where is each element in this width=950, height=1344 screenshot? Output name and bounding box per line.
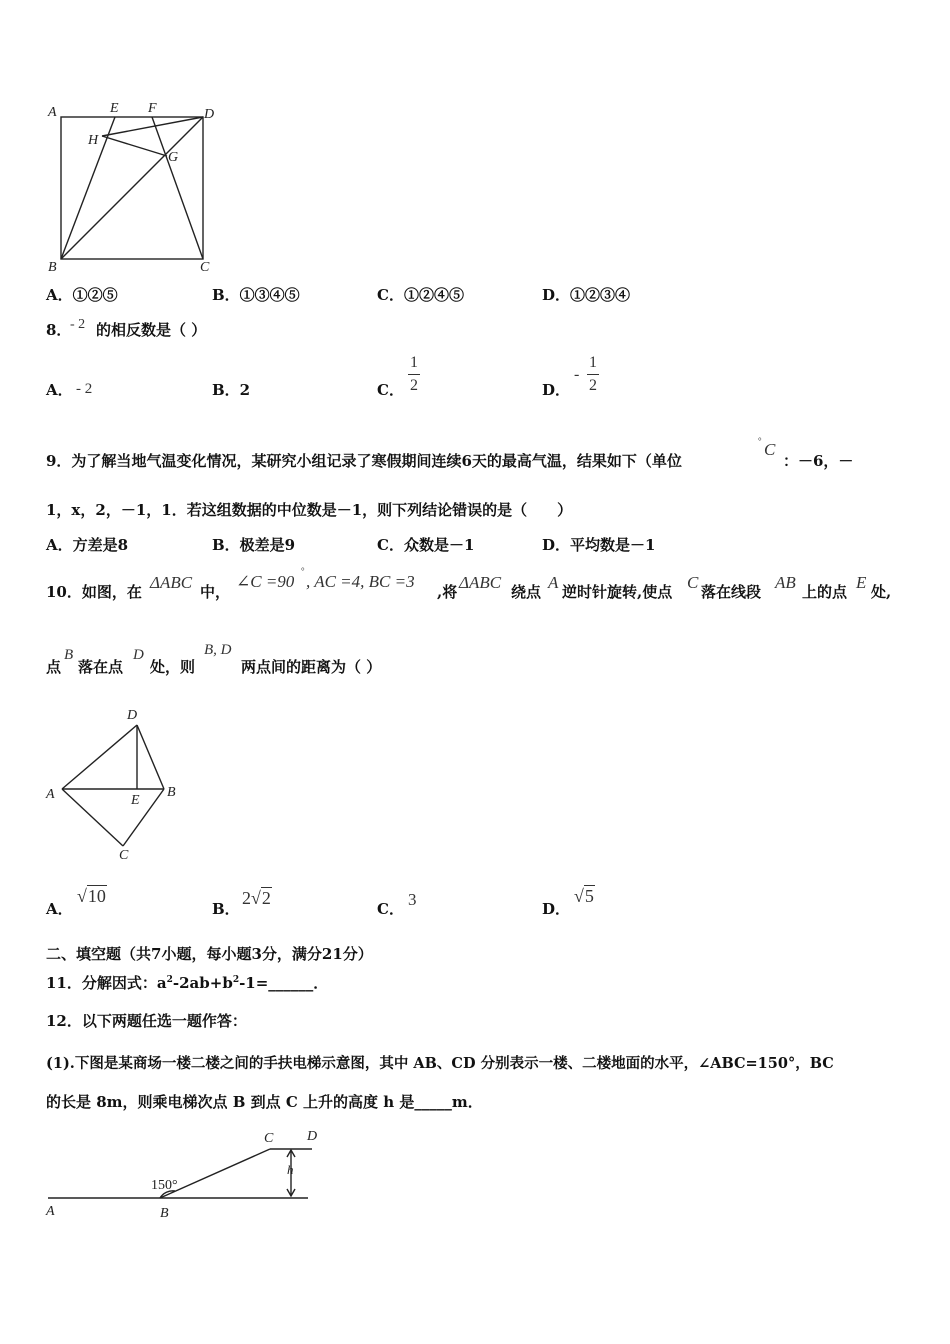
q10-line2-text-1: 点 (46, 658, 62, 676)
q10-point-c: C (687, 573, 699, 592)
q10-points-bd: B, D (204, 642, 232, 658)
q10-point-a: A (548, 573, 559, 592)
q10-figure (40, 700, 190, 863)
q11-text (46, 970, 328, 993)
q9-option-d: D．平均数是－1 (542, 536, 656, 554)
q7-label-f: F (148, 101, 157, 116)
q7-label-h: H (88, 133, 99, 148)
q9-option-b: B．极差是9 (212, 536, 296, 554)
q7-label-e: E (110, 101, 119, 116)
q7-option-d: D．①②③④ (542, 286, 631, 304)
q10-text-1: 10．如图，在 (46, 583, 142, 601)
q10-line2-text-3: 处，则 (150, 658, 196, 676)
q10-option-b-sqrt: 2√2 (242, 888, 271, 908)
q10-option-a-radicand: 10 (87, 886, 106, 906)
q8-option-c-denominator: 2 (410, 377, 418, 394)
q10-segment-cb (123, 789, 164, 846)
q10-triangle-abc: ΔABC (150, 573, 193, 592)
section2-title: 二、填空题（共7小题，每小题3分，满分21分） (46, 945, 373, 963)
q11-sup2: 2 (232, 975, 240, 985)
q10-label-a: A (46, 787, 55, 802)
q10-point-d: D (133, 647, 144, 663)
q8-option-c-label: C． (377, 381, 404, 399)
q10-option-a-sqrt: √10 (77, 886, 106, 906)
q12-part1-line1: (1).下图是某商场一楼二楼之间的手扶电梯示意图，其中 AB、CD 分别表示一楼、二楼地面的水平，∠ABC=150°，BC (46, 1055, 834, 1072)
q7-option-a: A．①②⑤ (46, 286, 118, 304)
q7-segment-cf (152, 117, 203, 259)
q7-label-c: C (200, 260, 210, 275)
q7-segment-hg (102, 136, 167, 156)
q8-option-d-label: D． (542, 381, 571, 399)
q12-label-b: B (160, 1206, 169, 1221)
q10-line2-text-2: 落在点 (78, 658, 124, 676)
q10-option-c-value: 3 (408, 890, 417, 909)
q9-line1-end: ：－6，－ (783, 452, 854, 470)
q9-line1: 9．为了解当地气温变化情况，某研究小组记录了寒假期间连续6天的最高气温，结果如下（单位 (46, 452, 682, 470)
q10-cond-degree: ° (301, 566, 305, 576)
q10-text-5: 逆时针旋转,使点 (562, 583, 673, 601)
q8-option-a-value: - 2 (76, 381, 93, 397)
q10-text-6: 落在线段 (701, 583, 762, 601)
q10-line2-text-4: 两点间的距离为（ ） (241, 658, 382, 676)
q10-option-b-label: B． (212, 900, 240, 918)
q10-text-8: 处, (871, 583, 892, 601)
q8-neg2: - 2 (70, 317, 86, 332)
q10-option-b-coefficient: 2 (242, 888, 251, 908)
q10-point-b: B (64, 647, 74, 663)
q10-segment-ac (62, 789, 123, 846)
q8-option-c-numerator: 1 (410, 354, 418, 371)
q12-escalator-figure (40, 1122, 340, 1222)
q12-label-a: A (46, 1204, 55, 1219)
q10-text-2: 中， (200, 583, 231, 601)
q10-option-d-sqrt: √5 (574, 886, 594, 906)
q7-label-g: G (168, 150, 179, 165)
q9-line2: 1，x，2，－1，1．若这组数据的中位数是－1，则下列结论错误的是（ ） (46, 501, 573, 519)
q10-text-3: ,将 (437, 583, 458, 601)
q12-label-c: C (264, 1131, 274, 1146)
q12-label-h: h (287, 1162, 294, 1177)
q11-sup1: 2 (166, 975, 173, 985)
q10-option-c-label: C． (377, 900, 404, 918)
q10-option-a-label: A． (46, 900, 73, 918)
q10-segment-db (137, 725, 164, 789)
q8-option-d-denominator: 2 (589, 377, 597, 394)
q8-option-b: B．2 (212, 381, 251, 399)
q10-text-4: 绕点 (511, 583, 542, 601)
q7-label-d: D (204, 107, 215, 122)
q12-title: 12．以下两题任选一题作答： (46, 1012, 247, 1030)
q10-segment-ab: AB (775, 573, 796, 592)
q8-option-c-fraction-bar (408, 374, 420, 375)
q10-label-c: C (119, 848, 129, 863)
q7-option-c: C．①②④⑤ (377, 286, 464, 304)
q10-label-e: E (131, 793, 140, 808)
q8-option-d-fraction (587, 354, 599, 395)
q11-prefix: 11．分解因式：a (46, 974, 167, 992)
q7-option-b: B．①③④⑤ (212, 286, 300, 304)
q8-option-d-fraction-bar (587, 374, 599, 375)
q7-figure (40, 98, 240, 278)
q7-segment-bd (61, 117, 203, 259)
q8-number: 8． (46, 321, 72, 339)
q10-label-d: D (127, 708, 138, 723)
q10-text-7: 上的点 (802, 583, 848, 601)
q7-label-b: B (48, 260, 57, 275)
q8-option-d-minus: - (574, 366, 580, 383)
q10-option-d-label: D． (542, 900, 571, 918)
q10-cond-angle: ∠C =90 (236, 572, 295, 591)
q10-label-b: B (167, 785, 176, 800)
q7-label-a: A (48, 105, 57, 120)
q8-option-d-numerator: 1 (589, 354, 597, 371)
q11-mid: -2ab+b (172, 974, 233, 992)
q10-option-d-radicand: 5 (584, 886, 594, 906)
q11-suffix: -1=______． (239, 974, 329, 992)
q8-text: 的相反数是（ ） (96, 321, 207, 339)
q12-part1-line2: 的长是 8m，则乘电梯次点 B 到点 C 上升的高度 h 是_____m． (46, 1093, 483, 1111)
q8-option-a-label: A． (46, 381, 73, 399)
q12-label-angle: 150° (151, 1178, 178, 1193)
q9-unit-c: C (764, 440, 776, 459)
q8-option-c-fraction (408, 354, 420, 395)
q12-label-d: D (307, 1129, 318, 1144)
q10-cond-rest: , AC =4, BC =3 (306, 572, 415, 591)
q10-segment-ad (62, 725, 137, 789)
q9-option-a: A．方差是8 (46, 536, 129, 554)
q10-point-e: E (856, 573, 867, 592)
q9-option-c: C．众数是－1 (377, 536, 475, 554)
q10-option-b-radicand: 2 (261, 888, 271, 908)
q10-triangle-abc-2: ΔABC (459, 573, 502, 592)
q9-unit-degree: ° (758, 436, 762, 446)
